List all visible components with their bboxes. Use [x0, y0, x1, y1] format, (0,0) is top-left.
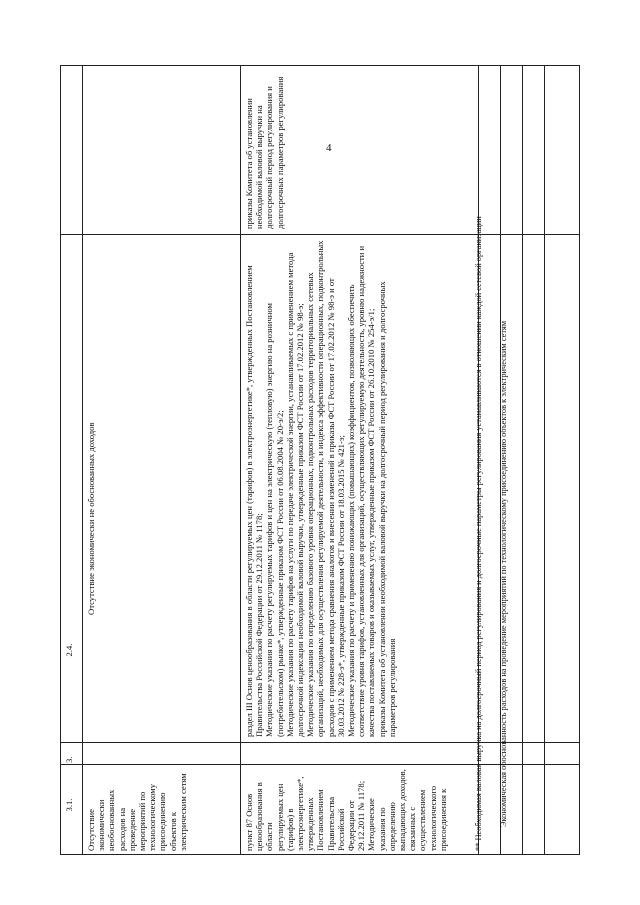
top-row-text: приказы Комитета об установлении необходимой валовой выручки на долгосрочный период регулирования и долгосрочных параметров регулирования: [244, 76, 285, 229]
row-31-line-2: Методические указания по определению выпадающих доходов, связанных с осуществлением технологического присоединения к: [366, 769, 448, 851]
section-3-number: 3.: [64, 756, 74, 763]
section-3-heading: Экономическая обоснованность расходов на проведение мероприятий по технологическому присоединению объектов к электрическим сетям: [499, 320, 508, 827]
footnote-strip: [473, 65, 495, 855]
row-24-line-4: Методические указания по определению базового уровня операционных, подконтрольных расходов территориальных сетевых организаций, необходимых для осуществления регулируемой деятельности, и индекса эффективности операционных, подконтрольных расходов с применением метода сравнения аналогов и внесении изменений в приказы ФСТ России от 17.02.2012 № 98-э и от 30.03.2012 № 228-э*, утвержденные приказом ФСТ России от 18.03.2015 № 421-э;: [305, 240, 346, 737]
row-31-text: [244, 769, 476, 851]
row-24-line-1: раздел III Основ ценообразования в области регулируемых цен (тарифов) в электроэнергетике*, утвержденных Постановлением Правительства Российской Федерации от 29.12.2011 № 1178;: [244, 265, 265, 737]
row-24-line-5: Методические указания по расчету и применению понижающих (повышающих) коэффициентов, позволяющих обеспечить соответствие уровня тарифов, установленных для организаций, осуществляющих регулируемую деятельность, уровню надежности и качества поставляемых товаров и оказываемых услуг, утвержденные приказом ФСТ России от 26.10.2010 № 254-э/1;: [346, 245, 377, 737]
col-divider-2: [240, 65, 241, 855]
row-31-line-1: пункт 87 Основ ценообразования в области регулируемых цен (тарифов) в электроэнергетике*, утвержденных Постановлением Правительства Российской Федерации от 29.12.2011 № 1178;: [244, 776, 367, 851]
row-24-line-6: приказы Комитета об установлении необходимой валовой выручки на долгосрочный период регулирования и долгосрочных параметров регулирования: [376, 281, 397, 737]
col-divider-1: [82, 65, 83, 855]
table-border-bottom: [579, 65, 580, 855]
row-31-number: 3.1.: [64, 798, 74, 812]
col-divider-6: [544, 65, 545, 855]
row-24-line-2: Методические указания по расчету регулируемых тарифов и цен на электрическую (тепловую) энергию на розничном (потребительском) рынке*, утвержденные приказом ФСТ России от 06.08.2004 № 20-э/2;: [264, 303, 285, 737]
col-divider-5: [522, 65, 523, 855]
table-border-top: [60, 65, 61, 855]
page-number: 4: [326, 142, 332, 154]
row-24-number: 2.4.: [64, 643, 74, 657]
row-31-title: Отсутствие экономически необоснованных расходов на проведение мероприятий по технологическому присоединению объектов к электрическим сетям: [86, 773, 188, 851]
row-24-text: [244, 239, 476, 737]
row-24-title: Отсутствие экономически не обоснованных доходов: [86, 422, 96, 615]
footnote-text: ** Необходимая валовая выручка на долгосрочный период регулирования и долгосрочные параметры регулирования устанавливаются в отношении каждой сетевой организации: [474, 216, 483, 851]
row-24-line-3: Методические указания по расчету тарифов на услуги по передаче электрической энергии, устанавливаемых с применением метода долгосрочной индексации необходимой валовой выручки, утвержденные приказом ФСТ России от 17.02.2012 № 98-э;: [284, 252, 306, 737]
section-3-strip: [495, 65, 515, 855]
